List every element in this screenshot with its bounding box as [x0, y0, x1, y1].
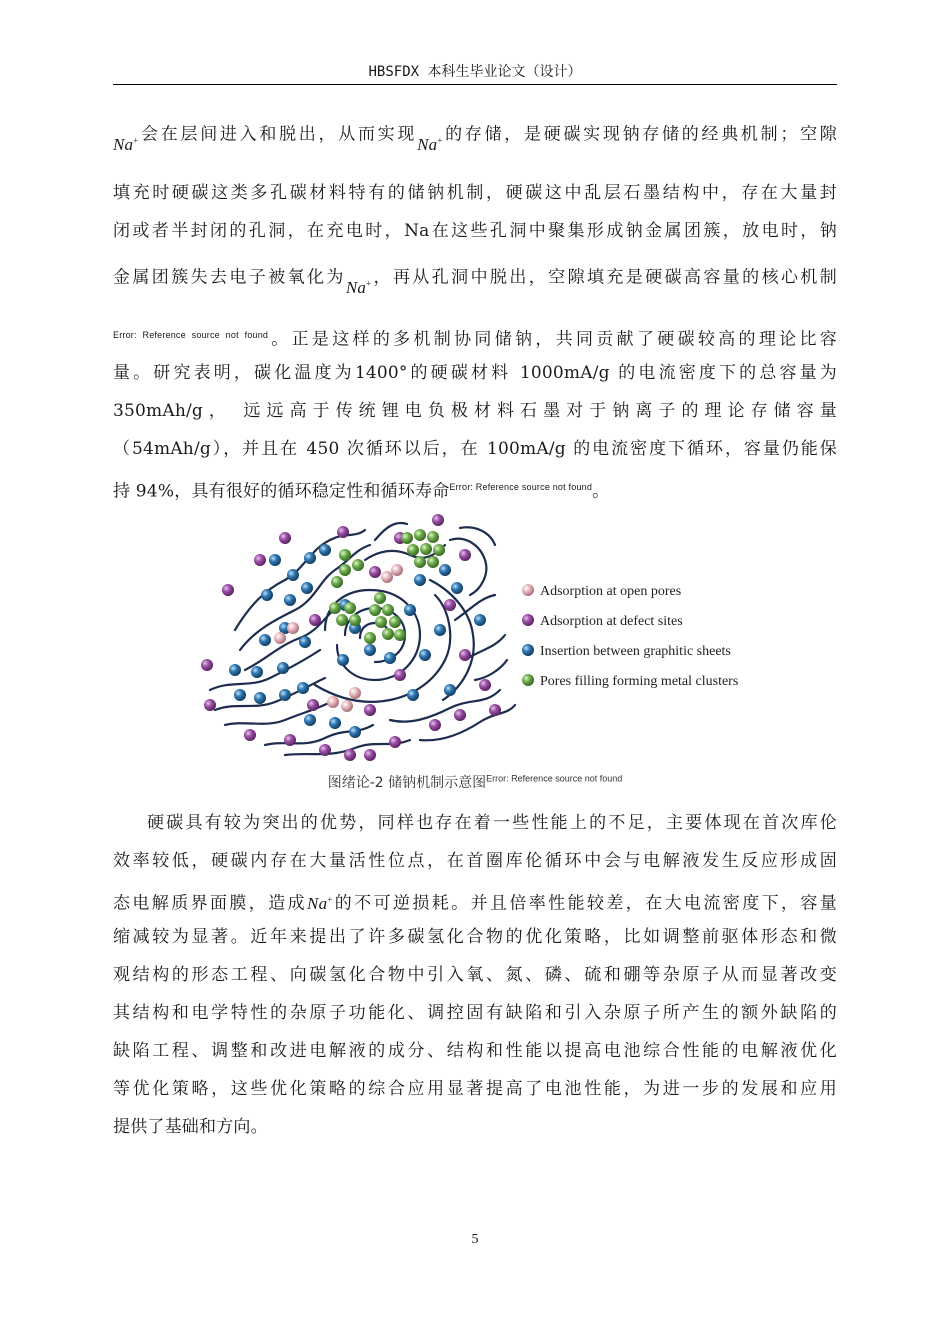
legend-label-pore-filling: Pores filling forming metal clusters: [540, 674, 739, 689]
legend-label-defect-sites: Adsorption at defect sites: [540, 614, 683, 629]
figure-legend: [522, 584, 738, 689]
text-line: 闭或者半封闭的孔洞，在充电时，Na在这些孔洞中聚集形成钠金属团簇，放电时，钠: [113, 221, 837, 241]
text-line: 态电解质界面膜，造成Na+的不可逆损耗。并且倍率性能较差，在大电流密度下，容量: [113, 893, 837, 914]
running-header: [113, 60, 837, 85]
legend-swatch-insertion: [522, 644, 534, 656]
legend-swatch-pore-filling: [522, 674, 534, 686]
text-line: 硬碳具有较为突出的优势，同样也存在着一些性能上的不足，主要体现在首次库伦: [147, 813, 837, 833]
reference-error: Error: Reference source not found: [486, 773, 623, 784]
text-line: 填充时硬碳这类多孔碳材料特有的储钠机制，硬碳这中乱层石墨结构中，存在大量封: [113, 183, 837, 203]
reference-error: Error: Reference source not found: [449, 482, 593, 492]
legend-label-insertion: Insertion between graphitic sheets: [540, 644, 731, 659]
text-line: 提供了基础和方向。: [113, 1117, 268, 1137]
figure-caption: 图绪论-2 储钠机制示意图$^{Error: Reference source not found}$: [327, 773, 623, 791]
text-line: 量。研究表明，碳化温度为1400°的硬碳材料 1000mA/g 的电流密度下的总容量为: [113, 363, 837, 383]
paragraph-2: [113, 804, 837, 1146]
text-line: 效率较低，硬碳内存在大量活性位点，在首圈库伦循环中会与电解液发生反应形成固: [113, 851, 837, 871]
mechanism-diagram: [195, 510, 765, 765]
paragraph-1: Na+会在层间进入和脱出，从而实现Na+的存储，是硬碳实现钠存储的经典机制；空隙 填充时硬碳这类多孔碳材料特有的储钠机制，硬碳这中乱层石墨结构中，存在大量封 闭或者半封闭的孔洞，在充电时，Na在这些孔洞中聚集形成钠金属团簇，放电时，钠 金属团簇失去电子被氧化为Na+，再从孔洞中脱出，空隙填充是硬碳高容量的核心机制 $^{Error: Reference source not found}$。正是这样的多机制协同储钠，共同贡献了硬碳较高的理论比容 量。研究表明，碳化温度为1400°的硬碳材料 1000mA/g 的电流密度下的总容量为 350mAh/g， 远远高于传统锂电负极材料石墨对于钠离子的理论存储容量 （54mAh/g），并且在 450 次循环以后，在 100mA/g 的电流密度下循环，容量仍能保 持 94%，具有很好的循环稳定性和循环寿命$^{Error: Reference source not found}$。: [113, 110, 837, 506]
legend-swatch-open-pores: [522, 584, 534, 596]
sodium-storage-figure: [195, 510, 765, 765]
text-line: 金属团簇失去电子被氧化为Na+，再从孔洞中脱出，空隙填充是硬碳高容量的核心机制: [113, 267, 837, 296]
na-ion: Na+: [345, 277, 372, 296]
na-ion: Na+: [307, 893, 333, 913]
text-line: 等优化策略，这些优化策略的综合应用显著提高了电池性能，为进一步的发展和应用: [113, 1079, 837, 1099]
text-line: 观结构的形态工程、向碳氢化合物中引入氧、氮、磷、硫和硼等杂原子从而显著改变: [113, 965, 837, 985]
na-ion: Na+: [113, 134, 139, 150]
reference-error: Error: Reference source not found: [113, 330, 269, 340]
text-line: （54mAh/g），并且在 450 次循环以后，在 100mA/g 的电流密度下循环，容量仍能保: [113, 439, 837, 459]
text-line: 缩减较为显著。近年来提出了许多碳氢化合物的优化策略，比如调整前驱体形态和微: [113, 927, 837, 947]
header-title: HBSFDX 本科生毕业论文（设计）: [368, 64, 582, 80]
legend-label-open-pores: Adsorption at open pores: [540, 584, 682, 599]
page-number: 5: [471, 1232, 479, 1247]
text-line: 其结构和电学特性的杂原子功能化、调控固有缺陷和引入杂原子所产生的额外缺陷的: [113, 1003, 837, 1023]
na-ion: Na+: [417, 134, 443, 150]
text-line: 缺陷工程、调整和改进电解液的成分、结构和性能以提高电池综合性能的电解液优化: [113, 1041, 837, 1061]
legend-swatch-defect-sites: [522, 614, 534, 626]
text-line: 350mAh/g， 远远高于传统锂电负极材料石墨对于钠离子的理论存储容量: [113, 401, 837, 421]
text-line: 持 94%，具有很好的循环稳定性和循环寿命$^{Error: Reference source not found}$。: [113, 481, 610, 502]
text-line: $^{Error: Reference source not found}$。正是这样的多机制协同储钠，共同贡献了硬碳较高的理论比容: [113, 329, 837, 350]
